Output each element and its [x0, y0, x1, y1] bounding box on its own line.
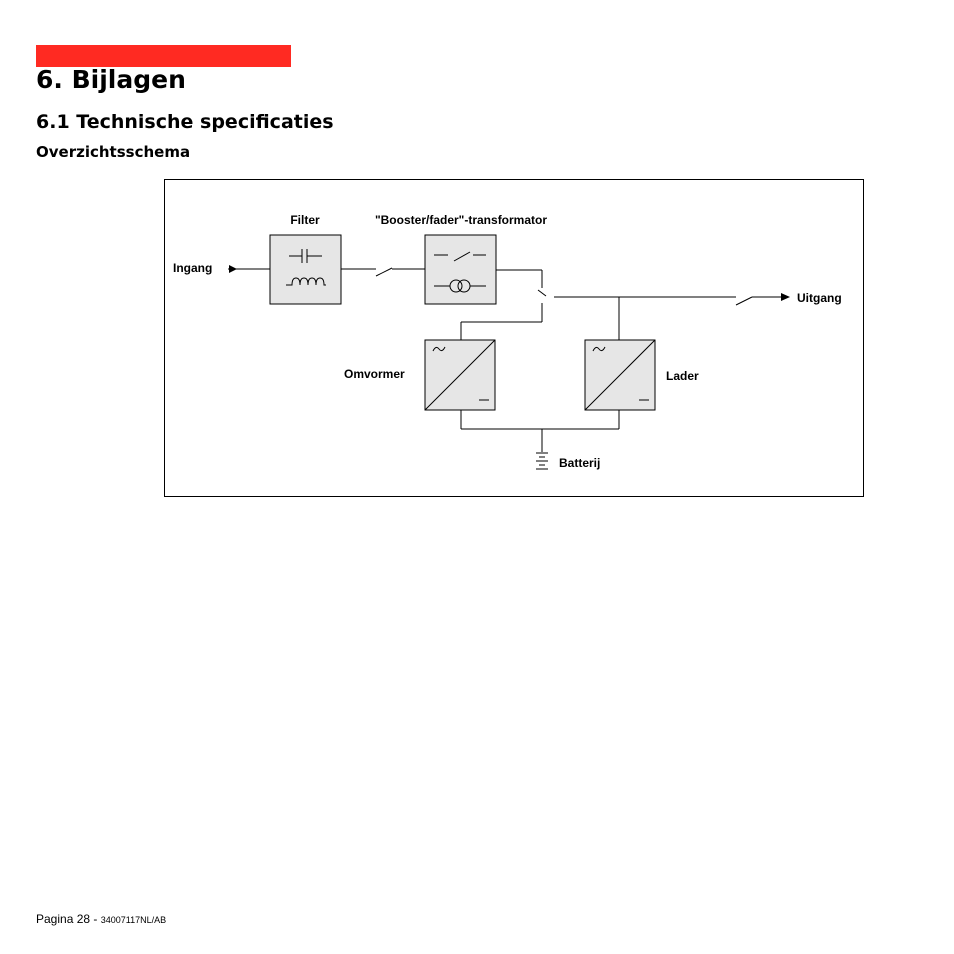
- batterij-label: Batterij: [559, 456, 601, 470]
- lader-block: [585, 340, 655, 410]
- footer-doc-code: 34007117NL/AB: [100, 915, 167, 925]
- booster-label: "Booster/fader"-transformator: [374, 213, 548, 227]
- ingang-label: Ingang: [173, 261, 213, 275]
- filter-block: [270, 235, 341, 304]
- section-title: 6.1 Technische specificaties: [36, 111, 334, 133]
- lader-label: Lader: [666, 369, 699, 383]
- overview-schematic: [164, 179, 864, 497]
- filter-label: Filter: [290, 213, 320, 227]
- uitgang-label: Uitgang: [797, 291, 842, 305]
- diagram-frame: [165, 180, 864, 497]
- chapter-title: 6. Bijlagen: [36, 65, 186, 94]
- omvormer-block: [425, 340, 495, 410]
- page-footer: [36, 911, 166, 928]
- booster-block: [425, 235, 496, 304]
- subsection-title: Overzichtsschema: [36, 143, 191, 161]
- footer-page-label: Pagina 28 -: [36, 912, 101, 926]
- omvormer-label: Omvormer: [344, 367, 405, 381]
